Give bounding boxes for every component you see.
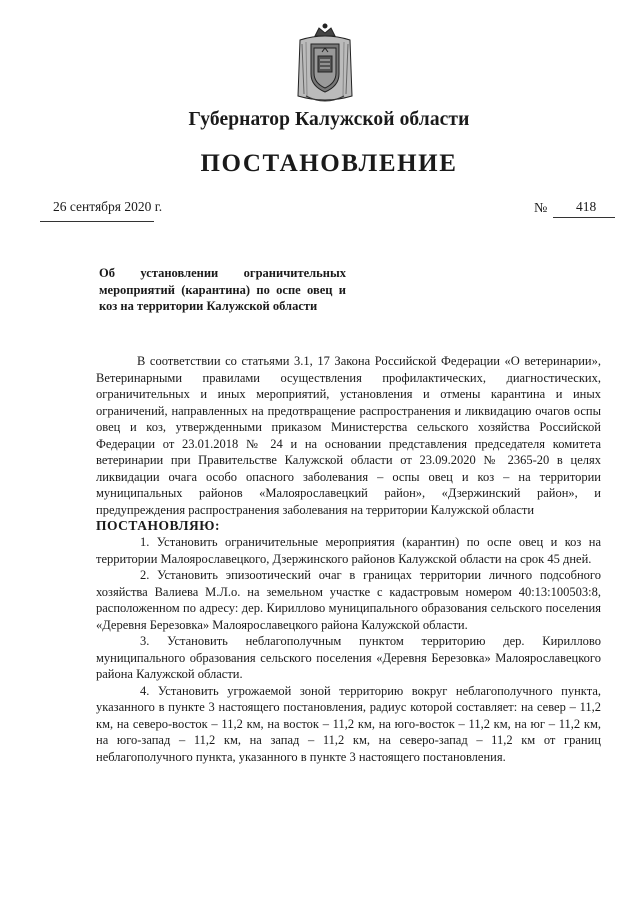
number-underline (553, 217, 615, 218)
document-body (96, 353, 601, 765)
list-item: 4. Установить угрожаемой зоной территорию вокруг неблагополучного пункта, указанного в пункте 3 настоящего постановления, радиус которой составляет: на север – 11,2 км, на северо-восток – 11,2 км, на восток – 11,2 км, на юго-восток – 11,2 км, на юг – 11,2 км, на юго-запад – 11,2 км, на запад – 11,2 км, на северо-запад – 11,2 км от границ неблагополучного пункта, указанного в пункте 3 настоящего постановления. (96, 683, 601, 764)
document-subject: Об установлении ограничительных мероприятий (карантина) по оспе овец и коз на территории Калужской области (99, 266, 346, 313)
list-item: 2. Установить эпизоотический очаг в границах территории личного подсобного хозяйства Валиева М.Л.о. на земельном участке с кадастровым номером 40:13:100503:8, расположенном по адресу: дер. Кириллово муниципального образования сельского поселения «Деревня Березовка» Малоярославецкого района Калужской области. (96, 568, 601, 632)
decree-word: ПОСТАНОВЛЯЮ: (96, 518, 220, 533)
issuer-title: Губернатор Калужской области (188, 109, 470, 130)
number-label: № (534, 201, 548, 216)
document-type: ПОСТАНОВЛЕНИЕ (200, 150, 458, 177)
document-date: 26 сентября 2020 г. (53, 199, 163, 214)
coat-of-arms-icon (292, 22, 358, 106)
preamble-paragraph: В соответствии со статьями 3.1, 17 Закона Российской Федерации «О ветеринарии», Ветеринарными правилами осуществления профилактических, диагностических, ограничительных и иных мероприятий, установления и отмены карантина и иных ограничений, направленных на предотвращение распространения и ликвидацию очагов оспы овец и коз, утвержденными приказом Министерства сельского хозяйства Российской Федерации от 23.01.2018 № 24 и на основании представления председателя комитета ветеринарии при Правительстве Калужской области от 23.09.2020 № 2365-20 в целях ликвидации очага особо опасного заболевания – оспы овец и коз – на территории муниципальных районов «Малоярославецкий район», «Дзержинский район», и предупреждения распространения заболевания на территории Калужской области (96, 354, 601, 517)
list-item: 3. Установить неблагополучным пунктом территорию дер. Кириллово муниципального образования сельского поселения «Деревня Березовка» Малоярославецкого района Калужской области. (96, 634, 601, 681)
list-item: 1. Установить ограничительные мероприятия (карантин) по оспе овец и коз на территории Малоярославецкого, Дзержинского районов Калужской области на срок 45 дней. (96, 535, 601, 566)
date-underline (40, 221, 154, 222)
document-number: 418 (576, 199, 597, 214)
